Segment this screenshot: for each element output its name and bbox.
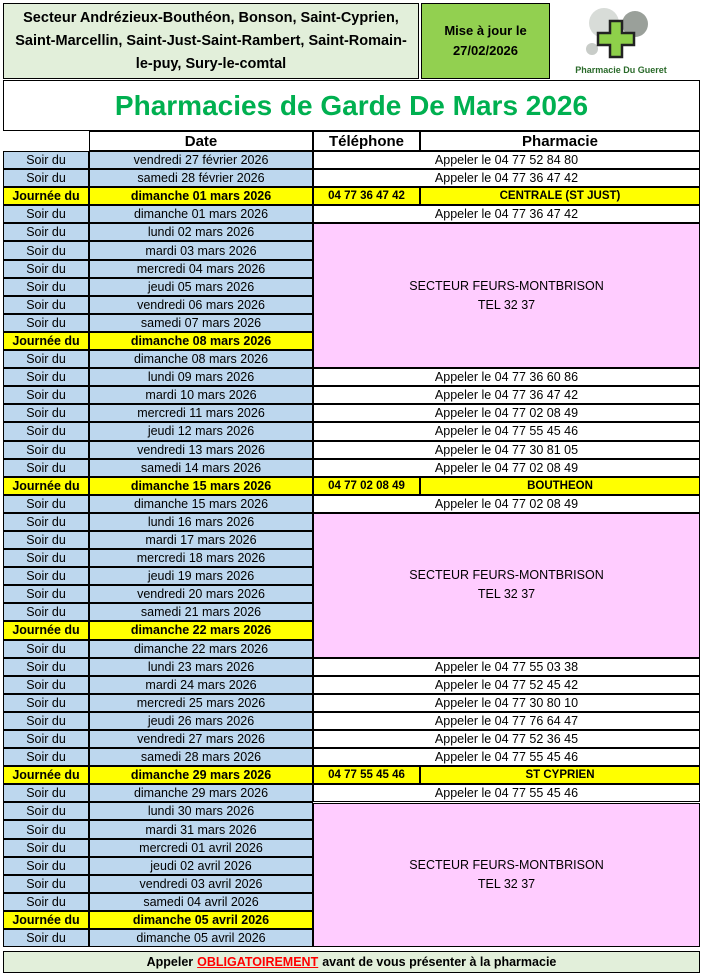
sector-phone: TEL 32 37	[477, 587, 536, 602]
row-date: dimanche 08 mars 2026	[89, 350, 313, 368]
evening-row	[3, 459, 700, 477]
row-date: mercredi 04 mars 2026	[89, 260, 313, 278]
row-date: mardi 17 mars 2026	[89, 531, 313, 549]
footer-text-before: Appeler	[146, 955, 194, 969]
row-date: samedi 04 avril 2026	[89, 893, 313, 911]
logo-text: Pharmacie Du Gueret	[575, 65, 667, 75]
row-pharmacy-call: Appeler le 04 77 55 45 46	[313, 422, 700, 440]
row-date: vendredi 27 février 2026	[89, 151, 313, 169]
column-header-pharmacy: Pharmacie	[420, 131, 700, 151]
update-label: Mise à jour le	[444, 23, 527, 38]
sector-name: SECTEUR FEURS-MONTBRISON	[409, 278, 604, 293]
evening-row	[3, 441, 700, 459]
row-date: vendredi 13 mars 2026	[89, 441, 313, 459]
evening-row	[3, 169, 700, 187]
pharmacy-cross-icon	[596, 19, 636, 59]
row-date: dimanche 15 mars 2026	[89, 495, 313, 513]
row-label: Soir du	[3, 223, 89, 241]
evening-row	[3, 205, 700, 223]
row-label: Soir du	[3, 875, 89, 893]
row-label: Soir du	[3, 404, 89, 422]
row-label: Journée du	[3, 187, 89, 205]
footer-notice	[3, 951, 700, 973]
row-date: lundi 09 mars 2026	[89, 368, 313, 386]
row-pharmacy-call: Appeler le 04 77 02 08 49	[313, 495, 700, 513]
row-date: lundi 30 mars 2026	[89, 802, 313, 820]
row-pharmacy-call: Appeler le 04 77 02 08 49	[313, 459, 700, 477]
row-label: Soir du	[3, 531, 89, 549]
row-date: dimanche 05 avril 2026	[89, 911, 313, 929]
row-label: Journée du	[3, 911, 89, 929]
row-label: Journée du	[3, 477, 89, 495]
row-pharmacy-call: Appeler le 04 77 36 60 86	[313, 368, 700, 386]
row-label: Soir du	[3, 694, 89, 712]
row-label: Soir du	[3, 712, 89, 730]
row-pharmacy-call: Appeler le 04 77 52 36 45	[313, 730, 700, 748]
row-label: Soir du	[3, 441, 89, 459]
row-label: Soir du	[3, 296, 89, 314]
row-pharmacy-call: Appeler le 04 77 36 47 42	[313, 205, 700, 223]
sector-block	[313, 223, 700, 368]
row-label: Journée du	[3, 332, 89, 350]
pharmacy-logo	[552, 3, 690, 79]
row-label: Soir du	[3, 260, 89, 278]
row-date: jeudi 19 mars 2026	[89, 567, 313, 585]
row-label: Soir du	[3, 422, 89, 440]
row-pharmacy-call: Appeler le 04 77 36 47 42	[313, 386, 700, 404]
sector-phone: TEL 32 37	[477, 297, 536, 312]
row-label: Soir du	[3, 549, 89, 567]
sector-phone: TEL 32 37	[477, 876, 536, 891]
row-pharmacy-call: Appeler le 04 77 55 45 46	[313, 784, 700, 802]
row-label: Soir du	[3, 567, 89, 585]
row-pharmacy-call: Appeler le 04 77 36 47 42	[313, 169, 700, 187]
row-date: jeudi 02 avril 2026	[89, 857, 313, 875]
sector-block	[313, 513, 700, 658]
row-date: jeudi 26 mars 2026	[89, 712, 313, 730]
row-date: mardi 03 mars 2026	[89, 241, 313, 259]
row-date: vendredi 20 mars 2026	[89, 585, 313, 603]
sector-name: SECTEUR FEURS-MONTBRISON	[409, 568, 604, 583]
row-date: vendredi 27 mars 2026	[89, 730, 313, 748]
update-date: 27/02/2026	[452, 43, 519, 58]
row-date: mercredi 25 mars 2026	[89, 694, 313, 712]
row-date: jeudi 05 mars 2026	[89, 278, 313, 296]
row-label: Soir du	[3, 278, 89, 296]
evening-row	[3, 495, 700, 513]
evening-row	[3, 422, 700, 440]
row-date: dimanche 01 mars 2026	[89, 205, 313, 223]
row-label: Soir du	[3, 386, 89, 404]
row-date: mercredi 01 avril 2026	[89, 839, 313, 857]
schedule-table	[3, 151, 700, 947]
evening-row	[3, 784, 700, 802]
row-date: lundi 02 mars 2026	[89, 223, 313, 241]
evening-row	[3, 368, 700, 386]
row-label: Soir du	[3, 802, 89, 820]
day-row	[3, 766, 700, 784]
evening-row	[3, 748, 700, 766]
row-label: Soir du	[3, 658, 89, 676]
row-date: dimanche 22 mars 2026	[89, 621, 313, 639]
evening-row	[3, 386, 700, 404]
row-phone: 04 77 02 08 49	[313, 477, 420, 495]
row-date: dimanche 29 mars 2026	[89, 766, 313, 784]
row-label: Soir du	[3, 513, 89, 531]
row-pharmacy-name: BOUTHEON	[420, 477, 700, 495]
row-label: Soir du	[3, 495, 89, 513]
row-date: mercredi 18 mars 2026	[89, 549, 313, 567]
evening-row	[3, 404, 700, 422]
sector-text: Secteur Andrézieux-Bouthéon, Bonson, Saint-Cyprien, Saint-Marcellin, Saint-Just-Saint-Rambert, Saint-Romain-le-puy, Sury-le-comtal	[15, 9, 407, 72]
footer-emphasis: OBLIGATOIREMENT	[197, 955, 319, 969]
row-pharmacy-name: CENTRALE (ST JUST)	[420, 187, 700, 205]
row-date: mardi 24 mars 2026	[89, 676, 313, 694]
row-label: Soir du	[3, 676, 89, 694]
row-date: mardi 31 mars 2026	[89, 820, 313, 838]
row-date: samedi 28 mars 2026	[89, 748, 313, 766]
row-date: samedi 28 février 2026	[89, 169, 313, 187]
update-box	[421, 3, 550, 79]
row-label: Soir du	[3, 857, 89, 875]
page-title: Pharmacies de Garde De Mars 2026	[3, 80, 700, 131]
row-date: mercredi 11 mars 2026	[89, 404, 313, 422]
row-label: Soir du	[3, 585, 89, 603]
row-pharmacy-call: Appeler le 04 77 76 64 47	[313, 712, 700, 730]
sector-block	[313, 803, 700, 948]
row-date: dimanche 05 avril 2026	[89, 929, 313, 947]
row-pharmacy-name: ST CYPRIEN	[420, 766, 700, 784]
row-date: jeudi 12 mars 2026	[89, 422, 313, 440]
row-pharmacy-call: Appeler le 04 77 52 45 42	[313, 676, 700, 694]
row-label: Soir du	[3, 640, 89, 658]
row-label: Soir du	[3, 169, 89, 187]
evening-row	[3, 694, 700, 712]
row-pharmacy-call: Appeler le 04 77 02 08 49	[313, 404, 700, 422]
row-date: lundi 16 mars 2026	[89, 513, 313, 531]
row-label: Soir du	[3, 929, 89, 947]
day-row	[3, 477, 700, 495]
row-date: dimanche 22 mars 2026	[89, 640, 313, 658]
evening-row	[3, 151, 700, 169]
evening-row	[3, 730, 700, 748]
row-pharmacy-call: Appeler le 04 77 52 84 80	[313, 151, 700, 169]
row-label: Soir du	[3, 820, 89, 838]
row-pharmacy-call: Appeler le 04 77 55 03 38	[313, 658, 700, 676]
row-date: samedi 07 mars 2026	[89, 314, 313, 332]
row-date: dimanche 15 mars 2026	[89, 477, 313, 495]
row-date: lundi 23 mars 2026	[89, 658, 313, 676]
column-header-date: Date	[89, 131, 313, 151]
row-pharmacy-call: Appeler le 04 77 30 80 10	[313, 694, 700, 712]
row-label: Soir du	[3, 748, 89, 766]
row-label: Soir du	[3, 151, 89, 169]
row-label: Soir du	[3, 893, 89, 911]
row-date: mardi 10 mars 2026	[89, 386, 313, 404]
row-label: Soir du	[3, 839, 89, 857]
row-label: Soir du	[3, 368, 89, 386]
row-label: Soir du	[3, 241, 89, 259]
row-label: Soir du	[3, 784, 89, 802]
row-date: dimanche 08 mars 2026	[89, 332, 313, 350]
row-phone: 04 77 55 45 46	[313, 766, 420, 784]
evening-row	[3, 676, 700, 694]
row-label: Soir du	[3, 205, 89, 223]
row-pharmacy-call: Appeler le 04 77 55 45 46	[313, 748, 700, 766]
row-date: dimanche 01 mars 2026	[89, 187, 313, 205]
footer-text-after: avant de vous présenter à la pharmacie	[322, 955, 557, 969]
row-label: Soir du	[3, 350, 89, 368]
row-label: Soir du	[3, 603, 89, 621]
row-date: dimanche 29 mars 2026	[89, 784, 313, 802]
row-label: Journée du	[3, 766, 89, 784]
evening-row	[3, 712, 700, 730]
sector-header	[3, 3, 419, 79]
row-label: Soir du	[3, 459, 89, 477]
sector-name: SECTEUR FEURS-MONTBRISON	[409, 857, 604, 872]
day-row	[3, 187, 700, 205]
row-pharmacy-call: Appeler le 04 77 30 81 05	[313, 441, 700, 459]
column-header-phone: Téléphone	[313, 131, 420, 151]
row-date: samedi 14 mars 2026	[89, 459, 313, 477]
row-label: Soir du	[3, 730, 89, 748]
row-date: vendredi 06 mars 2026	[89, 296, 313, 314]
row-phone: 04 77 36 47 42	[313, 187, 420, 205]
row-label: Journée du	[3, 621, 89, 639]
row-date: vendredi 03 avril 2026	[89, 875, 313, 893]
row-label: Soir du	[3, 314, 89, 332]
row-date: samedi 21 mars 2026	[89, 603, 313, 621]
evening-row	[3, 658, 700, 676]
